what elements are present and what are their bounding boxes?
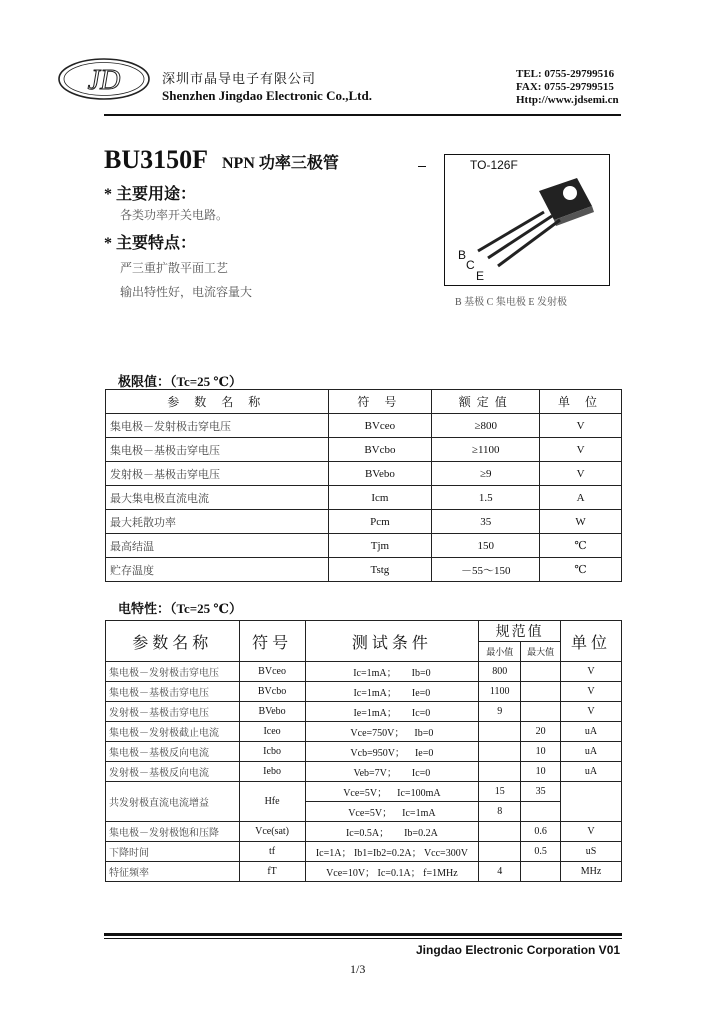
param-min: 15 [479,782,521,802]
col-header-name: 参 数 名 称 [106,390,329,414]
table-row [106,486,622,510]
uses-text: 各类功率开关电路。 [120,208,229,222]
param-unit: uA [561,722,622,742]
table-row [106,742,622,762]
limits-heading: 极限值：（Tc=25 ℃） [118,374,242,389]
condition-part: Vcb=950V； [350,748,405,759]
param-max: 10 [521,762,561,782]
table-row [106,662,622,682]
param-condition: Ic=0.5A； Ib=0.2A [305,822,479,842]
table-row [106,862,622,882]
part-description: NPN 功率三极管 [222,155,339,172]
col-header-rating: 额定值 [432,390,540,414]
param-unit: V [561,662,622,682]
condition-part: Ic=100mA [397,788,441,799]
param-value: 150 [432,534,540,558]
condition-part: Veb=7V； [353,768,397,779]
limits-table [105,389,622,582]
decorative-dash [418,166,426,167]
header-divider [104,114,621,116]
param-min [479,822,521,842]
param-symbol: Tstg [328,558,432,582]
param-max: 10 [521,742,561,762]
param-unit: V [561,702,622,722]
param-unit: V [540,438,622,462]
pin-base-label: B [458,248,467,262]
col-header-min: 最小值 [479,642,521,662]
tel-number: TEL: 0755-29799516 [516,68,615,80]
param-condition [305,762,479,782]
table-header-row [106,621,622,642]
param-name: 贮存温度 [106,558,329,582]
footer-company: Jingdao Electronic Corporation V01 [416,943,621,957]
param-value: －55～150 [432,558,540,582]
electrical-table [105,620,622,882]
param-min: 8 [479,802,521,822]
param-name: 集电极－基极击穿电压 [106,438,329,462]
param-name: 发射极－基极击穿电压 [106,702,240,722]
param-unit: uS [561,842,622,862]
param-symbol: Vce(sat) [239,822,305,842]
param-condition [305,702,479,722]
param-condition: Ic=1A； Ib1=Ib2=0.2A； Vcc=300V [305,842,479,862]
col-header-unit: 单位 [561,621,622,662]
param-min [479,842,521,862]
param-max: 0.5 [521,842,561,862]
table-row [106,702,622,722]
param-min [479,742,521,762]
param-unit: ℃ [540,558,622,582]
param-symbol: Pcm [328,510,432,534]
package-label: TO-126F [470,158,518,172]
param-symbol: BVceo [239,662,305,682]
param-max [521,802,561,822]
website-link[interactable]: Http://www.jdsemi.cn [516,94,619,106]
param-symbol: BVcbo [239,682,305,702]
param-value: 35 [432,510,540,534]
table-row [106,782,622,802]
param-min [479,762,521,782]
param-name: 发射极－基极击穿电压 [106,462,329,486]
param-max: 35 [521,782,561,802]
param-max [521,662,561,682]
param-max: 20 [521,722,561,742]
param-name: 最大集电极直流电流 [106,486,329,510]
param-name: 特征频率 [106,862,240,882]
col-header-symbol: 符 号 [328,390,432,414]
condition-part: Vce=5V； [348,808,393,819]
param-min: 4 [479,862,521,882]
param-name: 集电极－发射极截止电流 [106,722,240,742]
param-name: 共发射极直流电流增益 [106,782,240,822]
page-number: 1/3 [350,962,366,976]
table-row [106,722,622,742]
param-symbol: Iebo [239,762,305,782]
param-max [521,682,561,702]
condition-part: Ie=1mA； [353,708,397,719]
col-header-symbol: 符号 [239,621,305,662]
pin-legend: B 基极 C 集电极 E 发射极 [455,297,567,308]
param-symbol: Icm [328,486,432,510]
condition-part: Ib=0 [411,668,431,679]
param-symbol: BVceo [328,414,432,438]
param-condition [305,782,479,802]
footer-divider-thin [104,938,622,939]
condition-part: Ic=1mA； [353,668,397,679]
param-unit: V [561,682,622,702]
condition-part: Ie=0 [411,688,431,699]
param-value: 1.5 [432,486,540,510]
electrical-heading: 电特性：（Tc=25 ℃） [118,601,242,616]
condition-part: Ie=0 [414,748,434,759]
logo-letters: JD [87,65,121,96]
pin-collector-label: C [466,258,475,272]
param-name: 最高结温 [106,534,329,558]
col-header-unit: 单 位 [540,390,622,414]
table-row [106,762,622,782]
table-row [106,822,622,842]
param-unit: A [540,486,622,510]
condition-part: Vce=5V； [343,788,388,799]
param-max: 0.6 [521,822,561,842]
param-name: 下降时间 [106,842,240,862]
param-min: 9 [479,702,521,722]
param-max [521,862,561,882]
feature-line: 严三重扩散平面工艺 [120,261,229,275]
param-unit: uA [561,742,622,762]
param-unit: uA [561,762,622,782]
param-symbol: Hfe [239,782,305,822]
param-min: 1100 [479,682,521,702]
param-min [479,722,521,742]
condition-part: Ic=0 [411,708,431,719]
pin-emitter-label: E [476,269,485,283]
param-name: 集电极－发射极击穿电压 [106,414,329,438]
table-row [106,462,622,486]
table-row [106,534,622,558]
param-symbol: BVcbo [328,438,432,462]
condition-part: Ic=0 [411,768,431,779]
param-name: 集电极－发射极击穿电压 [106,662,240,682]
param-symbol: Iceo [239,722,305,742]
col-header-name: 参数名称 [106,621,240,662]
param-unit [561,782,622,822]
features-text [120,256,252,304]
company-name-cn: 深圳市晶导电子有限公司 [162,71,317,86]
param-value: ≥1100 [432,438,540,462]
table-header-row [106,390,622,414]
company-logo [56,56,152,102]
param-condition [305,662,479,682]
param-symbol: BVebo [328,462,432,486]
param-name: 发射极－基极反向电流 [106,762,240,782]
footer-divider [104,933,622,936]
company-name-en: Shenzhen Jingdao Electronic Co.,Ltd. [162,88,372,103]
param-min: 800 [479,662,521,682]
param-unit: V [540,414,622,438]
feature-line: 输出特性好，电流容量大 [120,285,253,299]
param-condition [305,742,479,762]
table-row [106,438,622,462]
param-max [521,702,561,722]
param-name: 集电极－基极击穿电压 [106,682,240,702]
part-number: BU3150F [104,145,208,174]
param-condition [305,802,479,822]
condition-part: Vce=750V； [350,728,405,739]
param-unit: V [561,822,622,842]
features-heading: * 主要特点： [104,235,197,252]
table-row [106,510,622,534]
param-symbol: Tjm [328,534,432,558]
contact-block [516,68,619,107]
param-name: 最大耗散功率 [106,510,329,534]
condition-part: Ic=1mA [402,808,436,819]
table-row [106,842,622,862]
param-symbol: Icbo [239,742,305,762]
param-condition [305,682,479,702]
param-symbol: fT [239,862,305,882]
uses-heading: * 主要用途： [104,186,197,203]
param-unit: V [540,462,622,486]
table-row [106,682,622,702]
param-unit: W [540,510,622,534]
param-symbol: tf [239,842,305,862]
param-unit: MHz [561,862,622,882]
table-row [106,558,622,582]
param-name: 集电极－基极反向电流 [106,742,240,762]
param-symbol: BVebo [239,702,305,722]
col-header-condition: 测试条件 [305,621,479,662]
condition-part: Ic=1mA； [353,688,397,699]
param-value: ≥800 [432,414,540,438]
col-header-spec: 规范值 [479,621,561,642]
param-condition: Vce=10V； Ic=0.1A； f=1MHz [305,862,479,882]
fax-number: FAX: 0755-29799515 [516,81,614,93]
param-value: ≥9 [432,462,540,486]
col-header-max: 最大值 [521,642,561,662]
param-name: 集电极－发射极饱和压降 [106,822,240,842]
table-row [106,414,622,438]
param-unit: ℃ [540,534,622,558]
param-condition [305,722,479,742]
condition-part: Ib=0 [414,728,434,739]
